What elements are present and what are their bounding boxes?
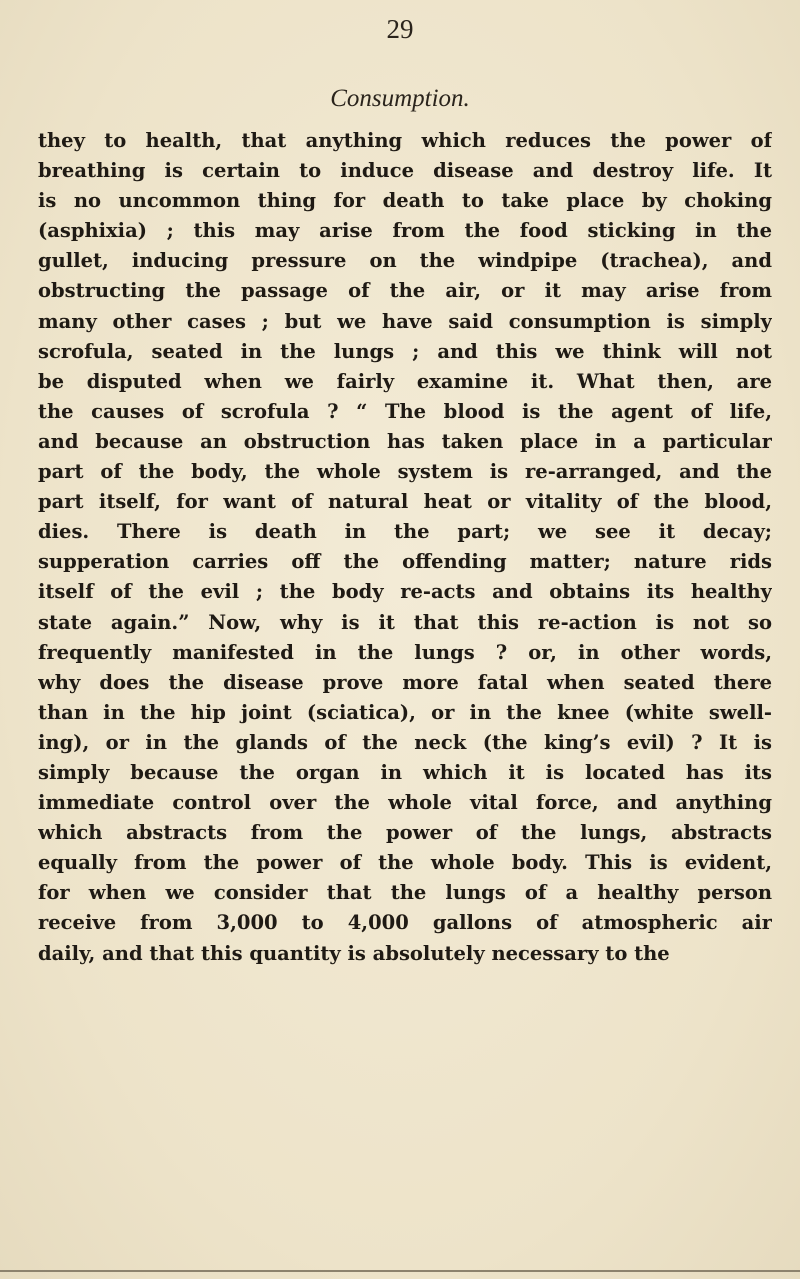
text-line: why does the disease prove more fatal when seated there	[38, 670, 772, 694]
text-line: and because an obstruction has taken place in a particular	[38, 429, 772, 453]
text-line: simply because the organ in which it is located has its	[38, 760, 772, 784]
text-line: supperation carries off the offending matter; nature rids	[38, 550, 772, 574]
text-line: the causes of scrofula ? “ The blood is the agent of life,	[38, 399, 772, 423]
text-line: scrofula, seated in the lungs ; and this we think will not	[38, 339, 772, 363]
text-line: equally from the power of the whole body. This is evident,	[38, 851, 772, 875]
text-line: state again.” Now, why is it that this re-action is not so	[38, 610, 772, 634]
page-number: 29	[386, 14, 414, 44]
text-line: gullet, inducing pressure on the windpipe (trachea), and	[38, 249, 772, 273]
text-line: is no uncommon thing for death to take place by choking	[38, 189, 772, 213]
text-line: which abstracts from the power of the lungs, abstracts	[38, 821, 772, 845]
text-line: immediate control over the whole vital force, and anything	[38, 791, 772, 815]
body-text	[38, 126, 772, 969]
text-line: itself of the evil ; the body re-acts and obtains its healthy	[38, 580, 772, 604]
text-line: be disputed when we fairly examine it. What then, are	[38, 369, 772, 393]
running-head: Consumption.	[330, 85, 470, 112]
text-line: ing), or in the glands of the neck (the king’s evil) ? It is	[38, 730, 772, 754]
text-line: than in the hip joint (sciatica), or in the knee (white swell-	[38, 700, 772, 724]
text-line: many other cases ; but we have said consumption is simply	[38, 309, 772, 333]
text-line: they to health, that anything which reduces the power of	[38, 129, 772, 152]
text-line: (asphixia) ; this may arise from the food sticking in the	[38, 219, 772, 243]
text-line: breathing is certain to induce disease and destroy life. It	[38, 159, 772, 183]
page-bottom-edge	[0, 1270, 800, 1272]
text-line: daily, and that this quantity is absolutely necessary to the	[38, 941, 670, 965]
text-line: frequently manifested in the lungs ? or, in other words,	[38, 640, 772, 664]
text-line: dies. There is death in the part; we see it decay;	[38, 520, 772, 544]
text-line: for when we consider that the lungs of a healthy person	[38, 881, 772, 905]
text-line: part itself, for want of natural heat or vitality of the blood,	[38, 490, 772, 514]
text-line: obstructing the passage of the air, or it may arise from	[38, 279, 772, 303]
text-line: part of the body, the whole system is re-arranged, and the	[38, 460, 772, 484]
text-line: receive from 3,000 to 4,000 gallons of atmospheric air	[38, 911, 772, 935]
